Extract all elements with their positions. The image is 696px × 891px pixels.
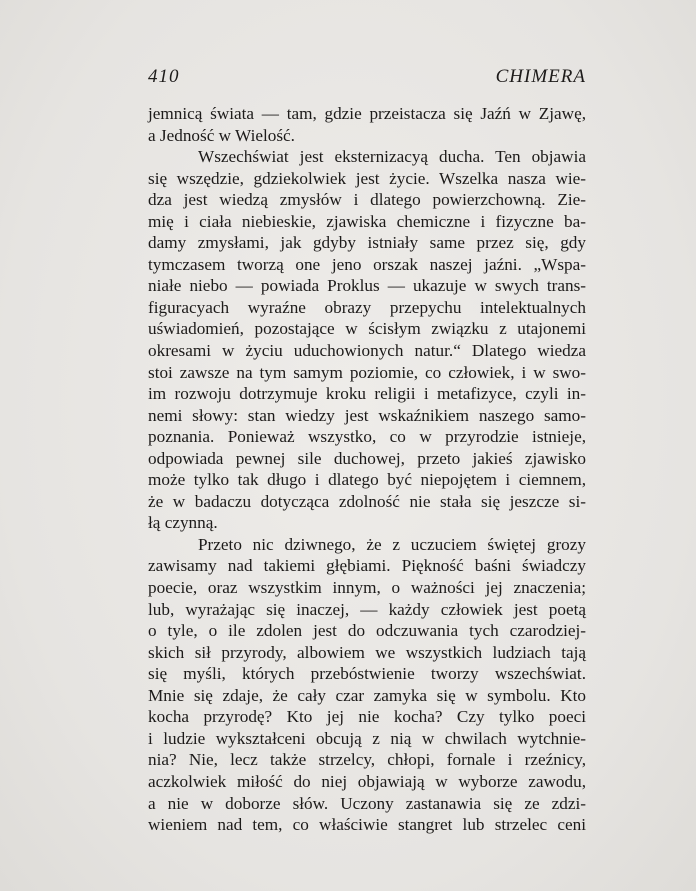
text-line: i ludzie wykształceni obcują z nią w chwilach wytchnie-	[148, 728, 586, 748]
text-line: skich sił przyrody, albowiem we wszystkich ludziach tają	[148, 642, 586, 662]
text-line: a Jedność w Wielość.	[148, 125, 295, 145]
text-line: łą czynną.	[148, 513, 218, 533]
text-line: kocha przyrodę? Kto jej nie kocha? Czy tylko poeci	[148, 707, 586, 727]
body-text	[148, 103, 586, 836]
text-line: o tyle, o ile zdolen jest do odczuwania tych czarodziej-	[148, 621, 586, 641]
text-line: uświadomień, pozostające w ścisłym związku z utajonemi	[148, 319, 586, 339]
text-line: poznania. Ponieważ wszystko, co w przyrodzie istnieje,	[148, 427, 586, 447]
text-line: Przeto nic dziwnego, że z uczuciem świętej grozy	[198, 534, 586, 554]
text-line: tymczasem tworzą one jeno orszak naszej jaźni. „Wspa-	[148, 254, 586, 274]
text-line: lub, wyrażając się inaczej, — każdy człowiek jest poetą	[148, 599, 586, 619]
text-line: aczkolwiek miłość do niej objawiają w wyborze zawodu,	[148, 771, 586, 791]
text-line: nia? Nie, lecz także strzelcy, chłopi, fornale i rzeźnicy,	[148, 750, 586, 770]
running-title: CHIMERA	[495, 66, 586, 87]
text-line: a nie w doborze słów. Uczony zastanawia się ze zdzi-	[148, 793, 586, 813]
text-line: im rozwoju dotrzymuje kroku religii i metafizyce, czyli in-	[148, 384, 586, 404]
text-line: mię i ciała niebieskie, zjawiska chemiczne i fizyczne ba-	[148, 211, 586, 231]
text-line: stoi zawsze na tym samym poziomie, co człowiek, i w swo-	[148, 362, 586, 382]
text-line: dza jest wiedzą zmysłów i dlatego powierzchowną. Zie-	[148, 190, 586, 210]
text-line: odpowiada pewnej sile duchowej, przeto jakieś zjawisko	[148, 448, 586, 468]
text-line: figuracyach wyraźne obrazy przepychu intelektualnych	[148, 297, 586, 317]
text-line: Mnie się zdaje, że cały czar zamyka się w symbolu. Kto	[148, 685, 586, 705]
text-line: nemi słowy: stan wiedzy jest wskaźnikiem naszego samo-	[148, 405, 586, 425]
text-line: wieniem nad tem, co właściwie stangret lub strzelec ceni	[148, 815, 586, 835]
text-line: zawisamy nad takiemi głębiami. Piękność baśni świadczy	[148, 556, 586, 576]
page-number: 410	[148, 66, 180, 87]
text-line: Wszechświat jest eksternizacyą ducha. Ten objawia	[198, 147, 586, 167]
text-line: się myśli, których przebóstwienie tworzy wszechświat.	[148, 664, 586, 684]
text-line: poecie, oraz wszystkim innym, o ważności jej znaczenia;	[148, 578, 586, 598]
running-head	[148, 66, 586, 90]
text-line: okresami w życiu uduchowionych natur.“ Dlatego wiedza	[148, 341, 586, 361]
text-line: damy zmysłami, jak gdyby istniały same przez się, gdy	[148, 233, 586, 253]
text-line: jemnicą świata — tam, gdzie przeistacza się Jaźń w Zjawę,	[148, 104, 586, 123]
text-line: że w badaczu dotycząca zdolność nie stała się jeszcze si-	[148, 491, 586, 511]
text-line: niałe niebo — powiada Proklus — ukazuje w swych trans-	[148, 276, 586, 296]
text-line: może tylko tak długo i dlatego być niepojętem i ciemnem,	[148, 470, 586, 490]
text-line: się wszędzie, gdziekolwiek jest życie. Wszelka nasza wie-	[148, 168, 586, 188]
